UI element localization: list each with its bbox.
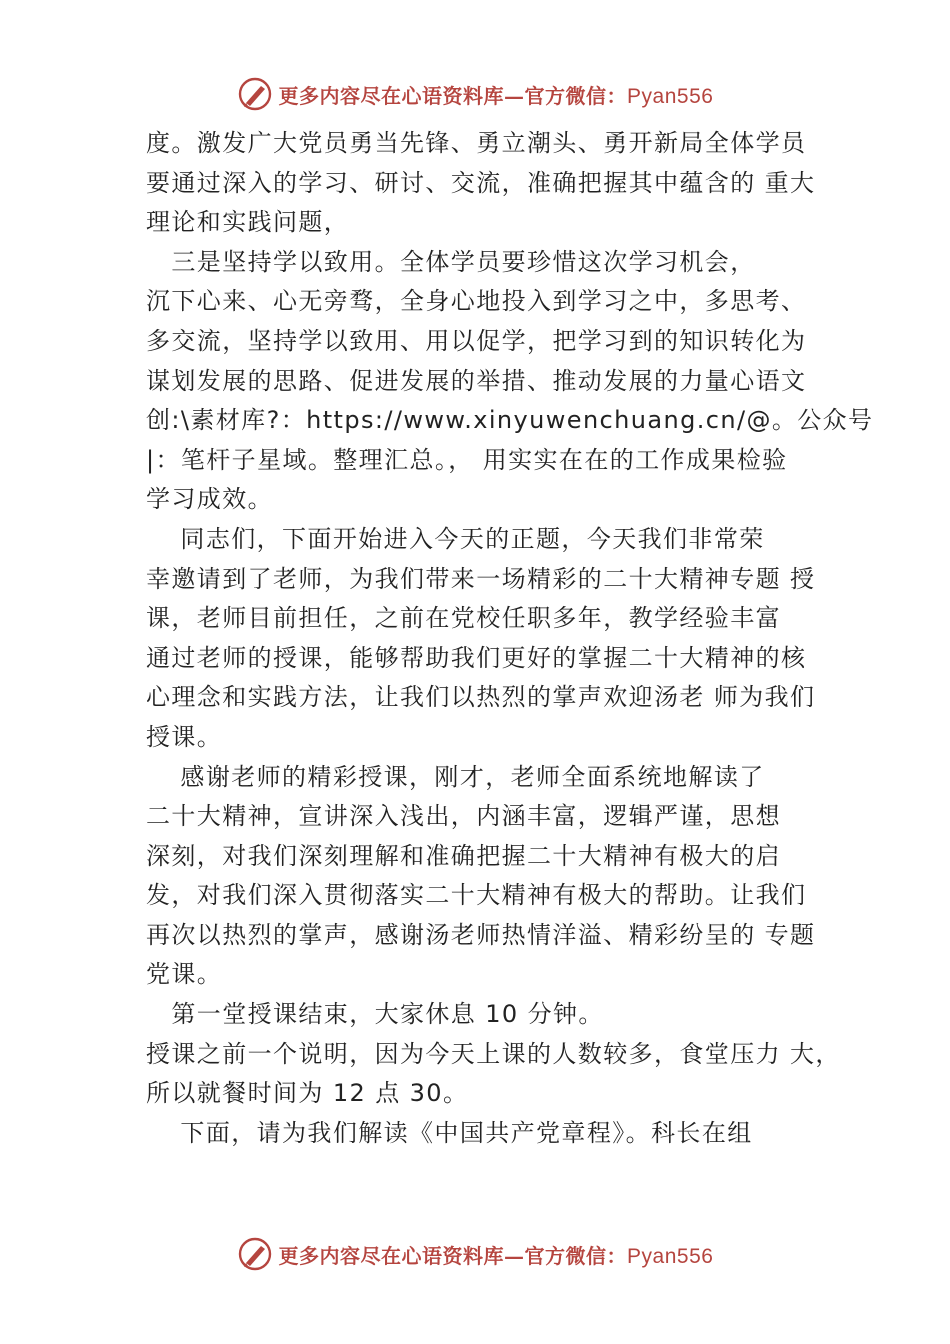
text-line: 创:\素材库?：https://www.xinyuwenchuang.cn/@。公众号: [146, 406, 874, 435]
text-line: 深刻，对我们深刻理解和准确把握二十大精神有极大的启: [146, 841, 781, 870]
text-line: 党课。: [146, 960, 223, 989]
header-wechat-id: Pyan556: [627, 84, 714, 108]
header-banner: [0, 72, 950, 116]
text-line: 授课。: [146, 722, 223, 751]
text-line: 要通过深入的学习、研讨、交流，准确把握其中蕴含的 重大: [146, 168, 816, 197]
text-line: 同志们，下面开始进入今天的正题，今天我们非常荣: [146, 524, 765, 553]
text-line: 下面，请为我们解读《中国共产党章程》。科长在组: [146, 1118, 753, 1147]
text-line: 谋划发展的思路、促进发展的举措、推动发展的力量心语文: [146, 366, 807, 395]
text-line: 多交流，坚持学以致用、用以促学，把学习到的知识转化为: [146, 326, 807, 355]
text-line: 三是坚持学以致用。全体学员要珍惜这次学习机会，: [146, 247, 756, 276]
document-body: [146, 124, 874, 1153]
text-line: 度。激发广大党员勇当先锋、勇立潮头、勇开新局全体学员: [146, 129, 807, 157]
text-line: 沉下心来、心无旁骛，全身心地投入到学习之中，多思考、: [146, 287, 807, 316]
text-line: 授课之前一个说明，因为今天上课的人数较多，食堂压力 大，: [146, 1039, 841, 1068]
text-line: 再次以热烈的掌声，感谢汤老师热情洋溢、精彩纷呈的 专题: [146, 920, 816, 949]
footer-banner: [0, 1232, 950, 1276]
footer-banner-text: 更多内容尽在心语资料库—官方微信：Pyan556: [278, 1243, 714, 1268]
header-banner-text: 更多内容尽在心语资料库—官方微信：Pyan556: [278, 83, 714, 108]
text-line: 第一堂授课结束，大家休息 10 分钟。: [146, 1000, 604, 1029]
text-line: 幸邀请到了老师，为我们带来一场精彩的二十大精神专题 授: [146, 564, 816, 593]
text-line: 理论和实践问题，: [146, 208, 350, 237]
text-line: 通过老师的授课，能够帮助我们更好的掌握二十大精神的核: [146, 643, 807, 672]
pen-logo-icon: [237, 76, 273, 112]
text-line: 发，对我们深入贯彻落实二十大精神有极大的帮助。让我们: [146, 881, 807, 910]
text-line: |：笔杆子星域。整理汇总。， 用实实在在的工作成果检验: [146, 445, 788, 474]
text-line: 课，老师目前担任，之前在党校任职多年，教学经验丰富: [146, 604, 781, 633]
text-line: 学习成效。: [146, 485, 273, 514]
pen-logo-icon: [237, 1236, 273, 1272]
text-line: 二十大精神，宣讲深入浅出，内涵丰富，逻辑严谨，思想: [146, 802, 781, 831]
text-line: 心理念和实践方法，让我们以热烈的掌声欢迎汤老 师为我们: [146, 683, 816, 712]
text-line: 所以就餐时间为 12 点 30。: [146, 1079, 469, 1108]
footer-wechat-id: Pyan556: [627, 1244, 714, 1268]
text-line: 感谢老师的精彩授课，刚才，老师全面系统地解读了: [146, 762, 765, 791]
